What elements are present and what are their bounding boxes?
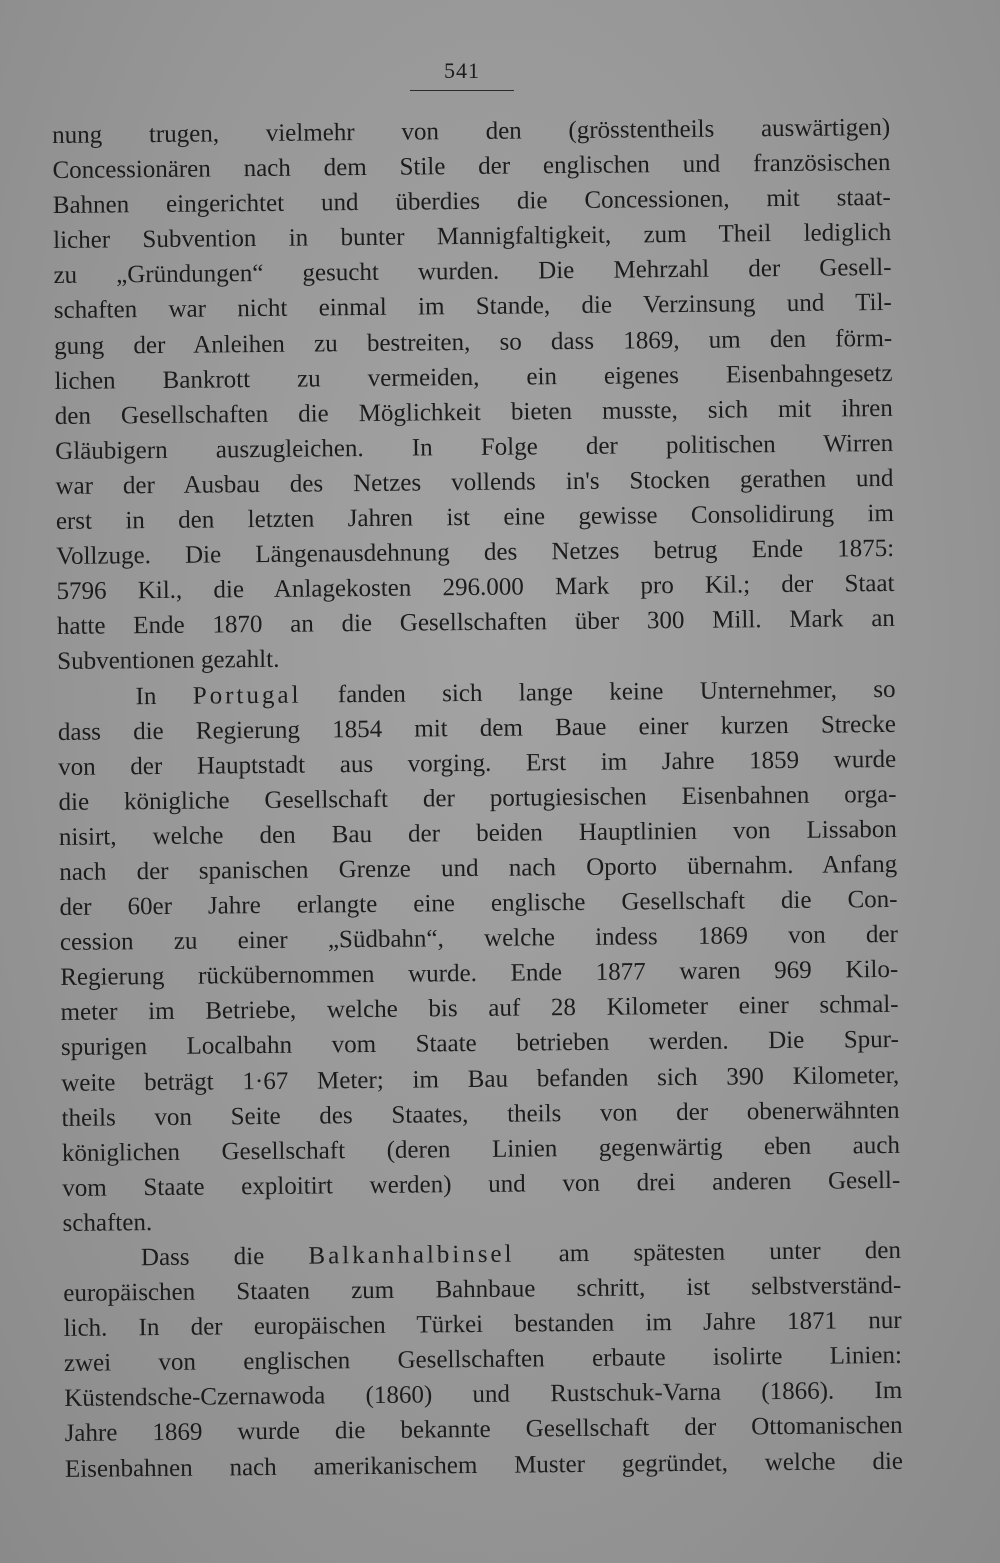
text-line: Concessionären nach dem Stile der englischen und französischen xyxy=(52,149,891,185)
text-line: war der Ausbau des Netzes vollends in's Stocken gerathen und xyxy=(55,464,894,500)
first-line-rest: fanden sich lange keine Unternehmer, so xyxy=(301,675,896,709)
text-line: Vollzuge. Die Längenausdehnung des Netzes betrug Ende 1875: xyxy=(56,535,895,571)
text-line: königlichen Gesellschaft (deren Linien gegenwärtig eben auch xyxy=(61,1131,901,1167)
text-line: erst in den letzten Jahren ist eine gewisse Consolidirung im xyxy=(55,499,894,536)
text-line: lichen Bankrott zu vermeiden, ein eigenes Eisenbahngesetz xyxy=(54,359,893,395)
text-line: Bahnen eingerichtet und überdies die Concessionen, mit staat- xyxy=(52,184,891,220)
text-line: dass die Regierung 1854 mit dem Baue einer kurzen Strecke xyxy=(57,710,896,746)
text-line: nung trugen, vielmehr von den (grösstentheils auswärtigen) xyxy=(52,113,891,149)
text-line: schaften war nicht einmal im Stande, die Verzinsung und Til- xyxy=(53,289,892,325)
text-line: meter im Betriebe, welche bis auf 28 Kilometer einer schmal- xyxy=(60,991,899,1027)
text-line: Regierung rückübernommen wurde. Ende 1877 waren 969 Kilo- xyxy=(60,956,899,992)
text-line: cession zu einer „Südbahn“, welche indess 1869 von der xyxy=(59,921,899,957)
page-number-rule xyxy=(410,90,514,91)
paragraph-balkan xyxy=(63,1233,903,1487)
text-line: licher Subvention in bunter Mannigfaltigkeit, zum Theil lediglich xyxy=(53,219,892,255)
spaced-emphasis: Balkanhalbinsel xyxy=(308,1240,515,1270)
text-line: den Gesellschaften die Möglichkeit bieten musste, sich mit ihren xyxy=(54,394,893,430)
text-line: zwei von englischen Gesellschaften erbaute isolirte Linien: xyxy=(63,1342,903,1378)
text-line: vom Staate exploitirt werden) und von drei anderen Gesell- xyxy=(62,1166,901,1202)
text-line: 5796 Kil., die Anlagekosten 296.000 Mark pro Kil.; der Staat xyxy=(56,570,895,606)
text-line: nisirt, welche den Bau der beiden Hauptlinien von Lissabon xyxy=(58,815,897,851)
paragraph-portugal xyxy=(57,671,900,1241)
text-line: der 60er Jahre erlangte eine englische Gesellschaft die Con- xyxy=(59,885,898,922)
text-line: die königliche Gesellschaft der portugiesischen Eisenbahnen orga- xyxy=(58,780,897,816)
text-line: von der Hauptstadt aus vorging. Erst im Jahre 1859 wurde xyxy=(58,745,897,781)
text-line: weite beträgt 1·67 Meter; im Bau befanden sich 390 Kilometer, xyxy=(61,1061,900,1097)
lead-text: Dass die xyxy=(140,1242,309,1272)
text-line: lich. In der europäischen Türkei bestanden im Jahre 1871 nur xyxy=(63,1307,902,1343)
text-line: theils von Seite des Staates, theils von der obenerwähnten xyxy=(61,1096,900,1132)
spaced-emphasis: Portugal xyxy=(192,681,302,710)
text-line: Subventionen gezahlt. xyxy=(57,646,280,676)
page-number: 541 xyxy=(444,58,480,83)
text-line: nach der spanischen Grenze und nach Oporto übernahm. Anfang xyxy=(59,850,898,886)
body-text xyxy=(52,110,903,1487)
text-line: hatte Ende 1870 an die Gesellschaften über 300 Mill. Mark an xyxy=(56,605,895,641)
text-line: zu „Gründungen“ gesucht wurden. Die Mehrzahl der Gesell- xyxy=(53,254,892,290)
text-line: europäischen Staaten zum Bahnbaue schritt, ist selbstverständ- xyxy=(63,1271,902,1308)
text-line: schaften. xyxy=(62,1208,153,1237)
text-line: Jahre 1869 wurde die bekannte Gesellschaft der Ottomanischen xyxy=(64,1412,903,1448)
first-line-rest: am spätesten unter den xyxy=(514,1236,902,1268)
text-line: Eisenbahnen nach amerikanischem Muster gegründet, welche die xyxy=(64,1447,904,1483)
text-line: Küstendsche-Czernawoda (1860) und Rustschuk-Varna (1866). Im xyxy=(64,1377,903,1413)
text-line: Gläubigern auszugleichen. In Folge der politischen Wirren xyxy=(55,429,894,465)
text-line: spurigen Localbahn vom Staate betrieben werden. Die Spur- xyxy=(60,1026,900,1062)
paragraph-1 xyxy=(52,110,895,680)
text-line: gung der Anleihen zu bestreiten, so dass 1869, um den förm- xyxy=(54,324,893,360)
lead-text: In xyxy=(135,682,193,710)
